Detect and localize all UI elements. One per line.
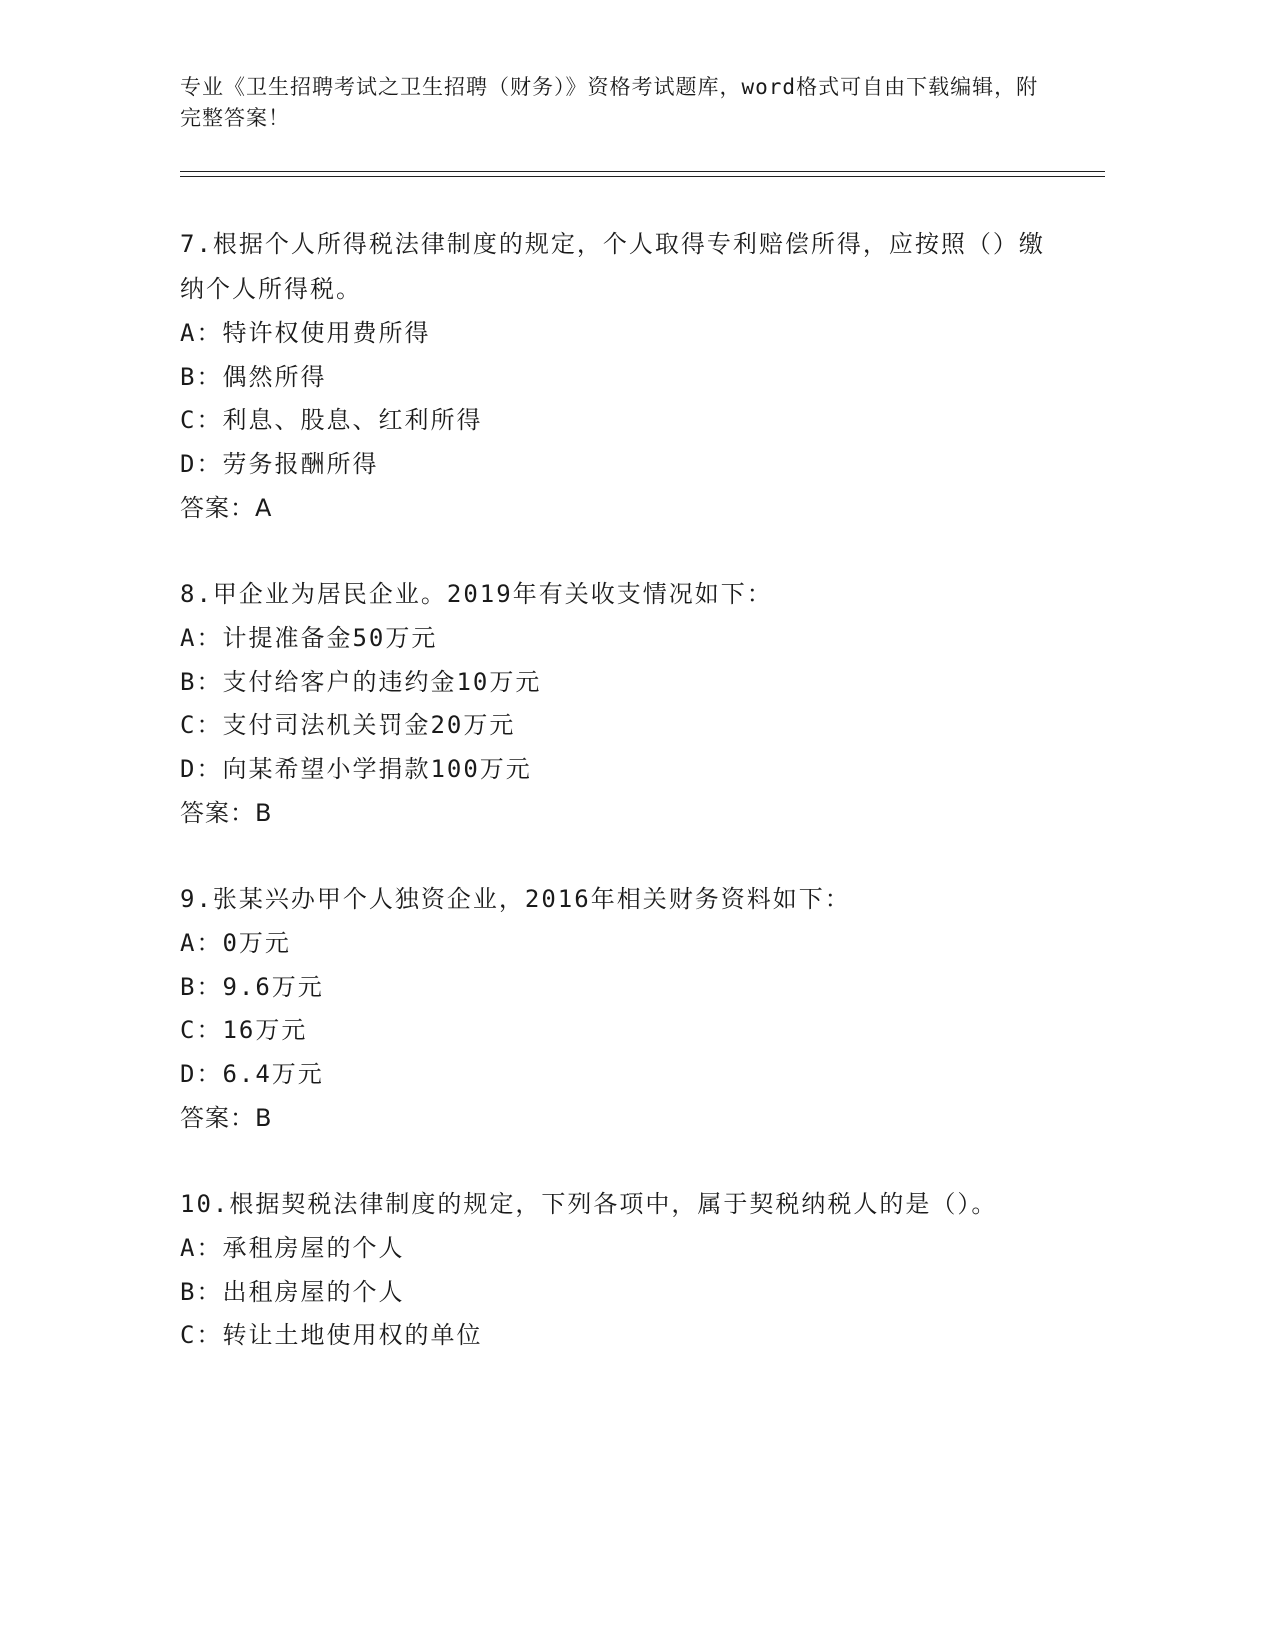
option-d: D：劳务报酬所得 — [180, 449, 379, 478]
option-b: B：出租房屋的个人 — [180, 1277, 405, 1306]
document-header: 专业《卫生招聘考试之卫生招聘（财务）》资格考试题库，word格式可自由下载编辑，附完整答案！ — [180, 75, 1039, 130]
option-b: B：偶然所得 — [180, 362, 327, 391]
question-8 — [180, 572, 1060, 835]
option-c: C：转让土地使用权的单位 — [180, 1321, 483, 1349]
option-b: B：9.6万元 — [180, 972, 324, 1001]
answer: 答案：B — [180, 799, 273, 827]
option-a: A：计提准备金50万元 — [180, 624, 438, 652]
option-d: D：向某希望小学捐款100万元 — [180, 754, 532, 783]
option-b: B：支付给客户的违约金10万元 — [180, 667, 542, 696]
question-10 — [180, 1182, 1060, 1358]
option-c: C：利息、股息、红利所得 — [180, 406, 483, 434]
question-9 — [180, 877, 1060, 1140]
question-stem: 7.根据个人所得税法律制度的规定，个人取得专利赔偿所得，应按照（）缴纳个人所得税。 — [180, 230, 1045, 303]
option-a: A：承租房屋的个人 — [180, 1234, 405, 1262]
option-c: C：16万元 — [180, 1016, 308, 1044]
question-stem: 8.甲企业为居民企业。2019年有关收支情况如下： — [180, 580, 773, 608]
question-stem: 9.张某兴办甲个人独资企业，2016年相关财务资料如下： — [180, 885, 851, 913]
option-a: A：特许权使用费所得 — [180, 319, 431, 347]
question-stem: 10.根据契税法律制度的规定，下列各项中，属于契税纳税人的是（）。 — [180, 1190, 998, 1218]
option-a: A：0万元 — [180, 929, 291, 957]
question-7 — [180, 222, 1060, 530]
header-divider-bottom — [180, 176, 1105, 177]
option-c: C：支付司法机关罚金20万元 — [180, 711, 516, 739]
answer: 答案：B — [180, 1104, 273, 1132]
option-d: D：6.4万元 — [180, 1059, 324, 1088]
answer: 答案：A — [180, 494, 273, 522]
header-divider-top — [180, 171, 1105, 172]
